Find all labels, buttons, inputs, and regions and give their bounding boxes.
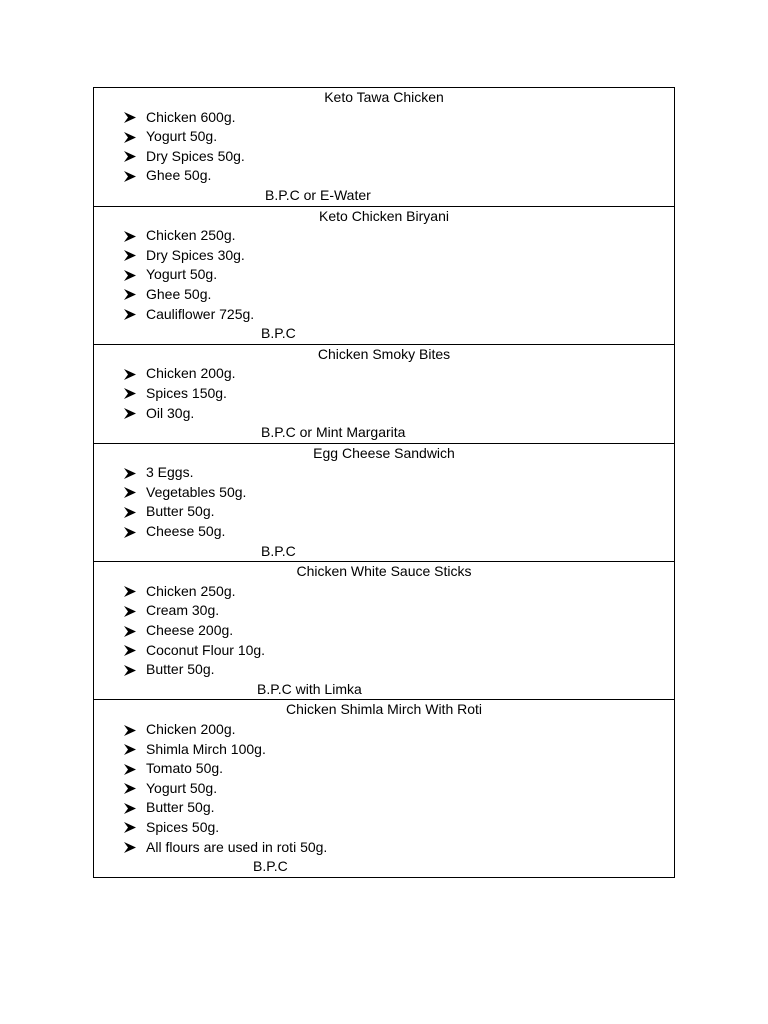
ingredient-text: Chicken 600g. <box>146 108 236 125</box>
ingredient-text: Ghee 50g. <box>146 285 212 302</box>
ingredient-text: Butter 50g. <box>146 799 215 816</box>
ingredient-item <box>94 404 674 424</box>
ingredient-item <box>94 285 674 305</box>
arrowhead-bullet-icon <box>124 246 136 266</box>
drink-line <box>94 186 674 206</box>
arrowhead-bullet-icon <box>124 779 136 799</box>
ingredient-item <box>94 582 674 602</box>
recipe-title: Chicken Shimla Mirch With Roti <box>285 701 483 718</box>
ingredient-text: Cheese 50g. <box>146 523 226 540</box>
ingredient-list <box>94 226 674 324</box>
recipe-title: Egg Cheese Sandwich <box>313 444 455 461</box>
recipe-block <box>94 88 674 207</box>
ingredient-list <box>94 463 674 541</box>
arrowhead-bullet-icon <box>124 759 136 779</box>
recipe-title: Keto Tawa Chicken <box>324 89 444 105</box>
arrowhead-bullet-icon <box>124 166 136 186</box>
ingredient-item <box>94 502 674 522</box>
arrowhead-bullet-icon <box>124 798 136 818</box>
ingredient-item <box>94 305 674 325</box>
arrowhead-bullet-icon <box>124 285 136 305</box>
arrowhead-bullet-icon <box>124 127 136 147</box>
ingredient-item <box>94 265 674 285</box>
recipe-table <box>93 87 675 878</box>
ingredient-list <box>94 582 674 680</box>
recipe-block <box>94 700 674 876</box>
arrowhead-bullet-icon <box>124 818 136 838</box>
arrowhead-bullet-icon <box>124 404 136 424</box>
ingredient-item <box>94 147 674 167</box>
drink-line <box>94 324 674 344</box>
ingredient-text: Coconut Flour 10g. <box>146 641 266 658</box>
recipe-block <box>94 444 674 563</box>
ingredient-item <box>94 641 674 661</box>
ingredient-text: Oil 30g. <box>146 404 195 421</box>
ingredient-text: Chicken 200g. <box>146 721 236 737</box>
arrowhead-bullet-icon <box>124 582 136 602</box>
arrowhead-bullet-icon <box>124 601 136 621</box>
arrowhead-bullet-icon <box>124 740 136 760</box>
ingredient-text: Dry Spices 50g. <box>146 147 245 164</box>
ingredient-item <box>94 108 674 128</box>
ingredient-item <box>94 818 674 838</box>
ingredient-text: Butter 50g. <box>146 503 215 520</box>
ingredient-item <box>94 226 674 246</box>
arrowhead-bullet-icon <box>124 265 136 285</box>
recipe-title: Chicken Smoky Bites <box>317 345 451 362</box>
drink-text: B.P.C <box>261 542 296 559</box>
drink-text: B.P.C or Mint Margarita <box>261 424 406 441</box>
ingredient-item <box>94 246 674 266</box>
ingredient-item <box>94 127 674 147</box>
ingredient-item <box>94 483 674 503</box>
ingredient-text: Tomato 50g. <box>146 760 224 777</box>
ingredient-list <box>94 364 674 423</box>
arrowhead-bullet-icon <box>124 463 136 483</box>
drink-text: B.P.C with Limka <box>257 680 362 697</box>
drink-text: B.P.C or E-Water <box>265 186 371 203</box>
drink-line <box>94 542 674 562</box>
recipe-block <box>94 207 674 345</box>
ingredient-text: Cheese 200g. <box>146 622 234 639</box>
ingredient-text: Butter 50g. <box>146 661 215 678</box>
ingredient-item <box>94 364 674 384</box>
ingredient-text: Chicken 250g. <box>146 227 236 244</box>
ingredient-item <box>94 384 674 404</box>
ingredient-text: Cream 30g. <box>146 602 220 619</box>
recipe-block <box>94 562 674 700</box>
arrowhead-bullet-icon <box>124 108 136 128</box>
ingredient-text: Chicken 250g. <box>146 582 236 599</box>
ingredient-text: All flours are used in roti 50g. <box>146 838 328 855</box>
ingredient-item <box>94 660 674 680</box>
drink-line <box>94 857 674 877</box>
ingredient-item <box>94 166 674 186</box>
recipe-title: Keto Chicken Biryani <box>319 207 449 224</box>
ingredient-item <box>94 463 674 483</box>
ingredient-item <box>94 720 674 740</box>
ingredient-item <box>94 798 674 818</box>
recipe-block <box>94 345 674 444</box>
ingredient-item <box>94 779 674 799</box>
arrowhead-bullet-icon <box>124 522 136 542</box>
arrowhead-bullet-icon <box>124 720 136 740</box>
ingredient-text: Shimla Mirch 100g. <box>146 740 266 757</box>
ingredient-item <box>94 759 674 779</box>
ingredient-list <box>94 108 674 186</box>
ingredient-text: Cauliflower 725g. <box>146 305 255 322</box>
ingredient-item <box>94 740 674 760</box>
arrowhead-bullet-icon <box>124 502 136 522</box>
ingredient-list <box>94 720 674 857</box>
ingredient-item <box>94 522 674 542</box>
drink-line <box>94 423 674 443</box>
arrowhead-bullet-icon <box>124 483 136 503</box>
arrowhead-bullet-icon <box>124 305 136 325</box>
drink-line <box>94 680 674 700</box>
arrowhead-bullet-icon <box>124 660 136 680</box>
arrowhead-bullet-icon <box>124 147 136 167</box>
ingredient-text: 3 Eggs. <box>146 464 194 481</box>
ingredient-text: Ghee 50g. <box>146 167 212 184</box>
arrowhead-bullet-icon <box>124 364 136 384</box>
ingredient-item <box>94 621 674 641</box>
recipe-title: Chicken White Sauce Sticks <box>296 563 472 580</box>
arrowhead-bullet-icon <box>124 838 136 858</box>
drink-text: B.P.C <box>253 858 288 875</box>
ingredient-text: Chicken 200g. <box>146 365 236 382</box>
ingredient-item <box>94 601 674 621</box>
arrowhead-bullet-icon <box>124 621 136 641</box>
ingredient-text: Spices 150g. <box>146 384 227 401</box>
arrowhead-bullet-icon <box>124 641 136 661</box>
ingredient-text: Yogurt 50g. <box>146 266 218 283</box>
arrowhead-bullet-icon <box>124 384 136 404</box>
ingredient-item <box>94 838 674 858</box>
ingredient-text: Yogurt 50g. <box>146 779 218 796</box>
arrowhead-bullet-icon <box>124 226 136 246</box>
ingredient-text: Dry Spices 30g. <box>146 246 245 263</box>
ingredient-text: Vegetables 50g. <box>146 483 247 500</box>
ingredient-text: Yogurt 50g. <box>146 128 218 145</box>
ingredient-text: Spices 50g. <box>146 818 220 835</box>
drink-text: B.P.C <box>261 325 296 342</box>
